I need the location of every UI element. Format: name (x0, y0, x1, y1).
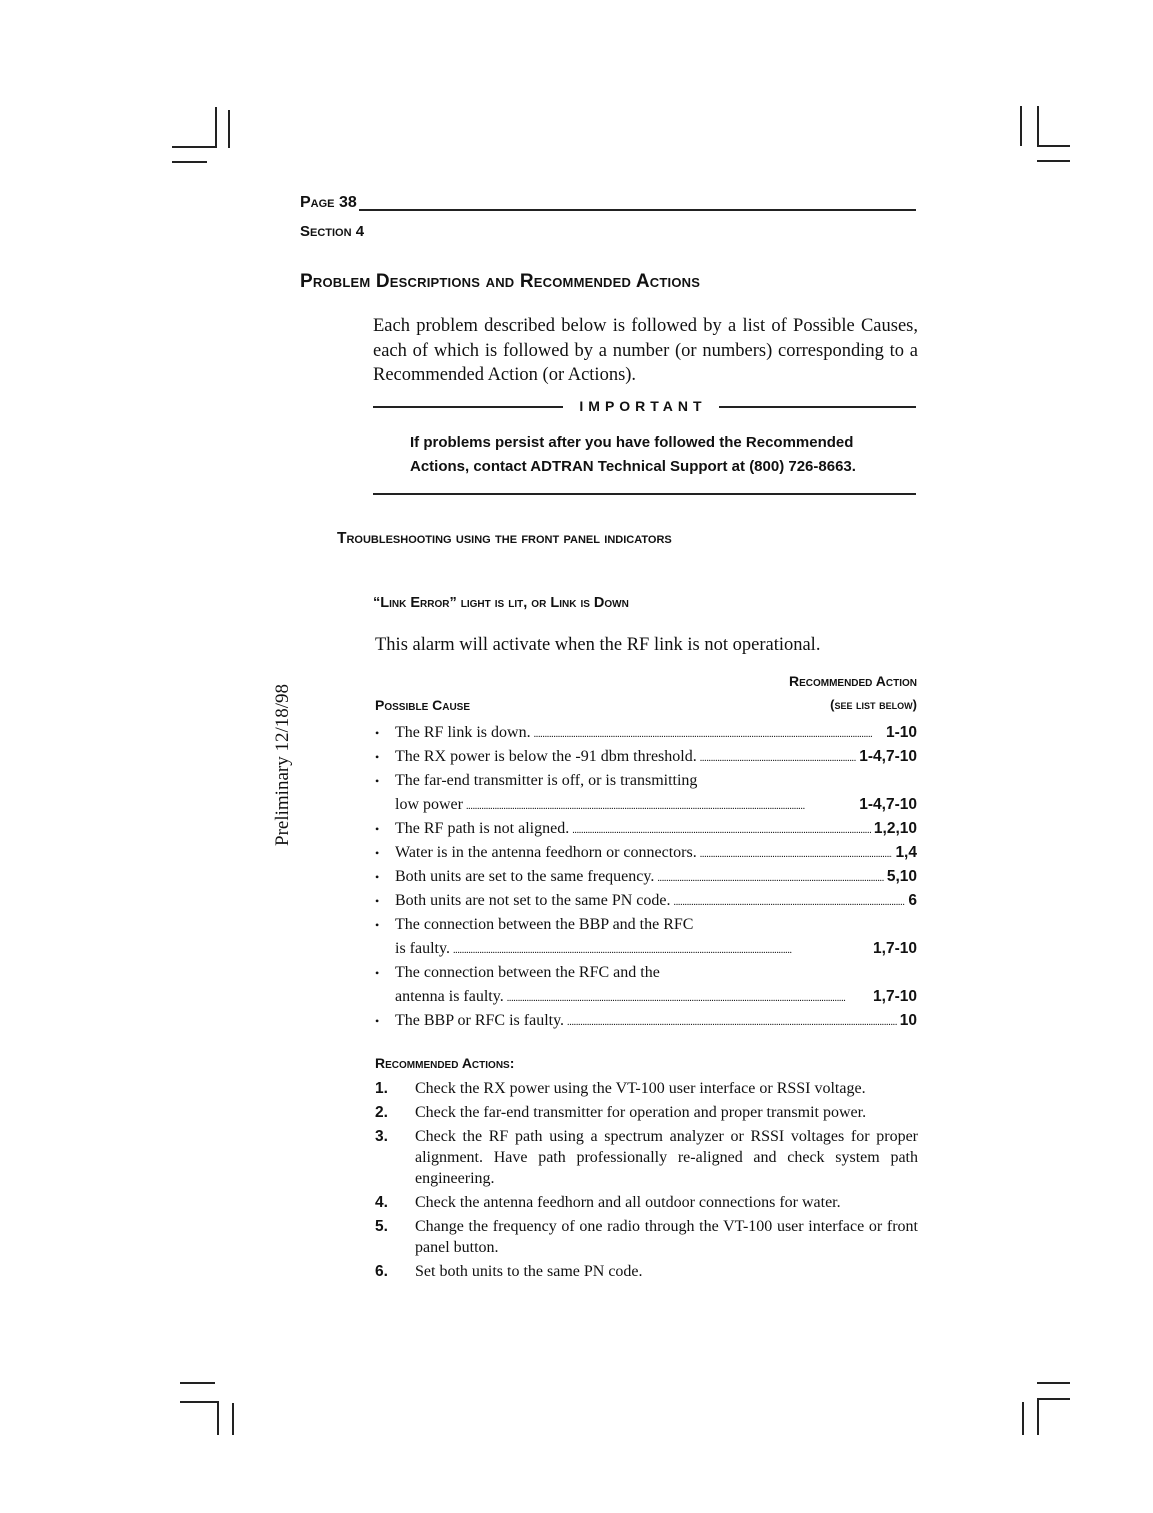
list-item: 5. Change the frequency of one radio through the VT-100 user interface or front panel button. (375, 1218, 918, 1256)
crop-mark (217, 1401, 219, 1435)
action-number: 2. (375, 1104, 388, 1121)
dot-leader (567, 1009, 897, 1035)
bullet-icon: • (375, 846, 380, 860)
bullet-icon: • (375, 750, 380, 764)
crop-mark (172, 146, 217, 148)
list-item: • The RF path is not aligned. . . . 1,2,10 (375, 817, 917, 841)
action-number: 4. (375, 1194, 388, 1211)
important-note: If problems persist after you have followed the Recommended Actions, contact ADTRAN Technical Support at (800) 726-8663. (410, 434, 856, 475)
important-rule-left (373, 406, 563, 408)
dot-leader (700, 841, 893, 867)
list-item: • The connection between the RFC and the (375, 961, 917, 985)
action-ref: 1,2,10 (873, 820, 917, 837)
bullet-icon: • (375, 1014, 380, 1028)
bullet-icon: • (375, 870, 380, 884)
crop-mark (180, 1382, 215, 1384)
crop-mark (232, 1403, 234, 1435)
crop-mark (1037, 1382, 1070, 1384)
action-number: 5. (375, 1218, 388, 1235)
list-item: • Water is in the antenna feedhorn or connectors. . . . 1,4 (375, 841, 917, 865)
list-item: • The BBP or RFC is faulty. . . . 10 (375, 1009, 917, 1033)
list-item-continuation: antenna is faulty. . . . 1,7-10 (375, 985, 917, 1009)
important-rule-bottom (373, 493, 916, 495)
list-item-continuation: is faulty. . . . 1,7-10 (375, 937, 917, 961)
list-item-continuation: low power . . . 1-4,7-10 (375, 793, 917, 817)
section-label: Section 4 (300, 223, 365, 240)
crop-mark (180, 1401, 219, 1403)
preliminary-date-note: Preliminary 12/18/98 (272, 683, 293, 846)
page-number: Page 38 (300, 194, 357, 211)
list-item: • The RX power is below the -91 dbm threshold. . . . 1-4,7-10 (375, 745, 917, 769)
dot-leader (572, 817, 871, 843)
bullet-icon: • (375, 894, 380, 908)
crop-mark (1020, 106, 1022, 146)
crop-mark (1022, 1402, 1024, 1435)
crop-mark (215, 107, 217, 147)
list-item: 6. Set both units to the same PN code. (375, 1263, 643, 1280)
crop-mark (228, 110, 230, 148)
important-rule-right (719, 406, 916, 408)
list-item: 1. Check the RX power using the VT-100 user interface or RSSI voltage. (375, 1080, 866, 1097)
dot-leader (700, 745, 857, 771)
action-ref: 1-10 (885, 724, 917, 741)
crop-mark (1037, 1398, 1070, 1400)
dot-leader (453, 937, 870, 963)
action-ref: 10 (899, 1012, 917, 1029)
header-rule (359, 209, 916, 211)
list-item: • The far-end transmitter is off, or is transmitting (375, 769, 917, 793)
bullet-icon: • (375, 918, 380, 932)
action-ref: 6 (908, 892, 917, 909)
bullet-icon: • (375, 726, 380, 740)
alarm-title: “Link Error” light is lit, or Link is Down (373, 595, 629, 611)
dot-leader (657, 865, 884, 891)
crop-mark (1037, 1398, 1039, 1435)
crop-mark (1037, 160, 1070, 162)
crop-mark (172, 161, 207, 163)
bullet-icon: • (375, 966, 380, 980)
action-number: 6. (375, 1263, 388, 1280)
list-item: • Both units are set to the same frequency. . . . 5,10 (375, 865, 917, 889)
dot-leader (507, 985, 870, 1011)
crop-mark (1037, 106, 1039, 146)
action-number: 1. (375, 1080, 388, 1097)
actions-list (375, 1078, 918, 1285)
list-item: 3. Check the RF path using a spectrum analyzer or RSSI voltages for proper alignment. Have path professionally re-aligned and check system path engineering. (375, 1128, 918, 1187)
dot-leader (466, 793, 856, 819)
recommended-action-header: Recommended Action (788, 673, 917, 689)
dot-leader (534, 721, 883, 747)
action-ref: 5,10 (886, 868, 917, 885)
causes-list (375, 721, 917, 1033)
list-item: 2. Check the far-end transmitter for operation and proper transmit power. (375, 1104, 867, 1121)
see-list-below-header: (see list below) (830, 697, 917, 712)
important-label: IMPORTANT (579, 398, 707, 414)
alarm-description: This alarm will activate when the RF link is not operational. (375, 635, 821, 655)
list-item: 4. Check the antenna feedhorn and all outdoor connections for water. (375, 1194, 841, 1211)
list-item: • Both units are not set to the same PN code. . . . 6 (375, 889, 917, 913)
crop-mark (1037, 145, 1070, 147)
action-ref: 1,7-10 (873, 940, 917, 957)
action-ref: 1-4,7-10 (859, 796, 917, 813)
action-ref: 1,7-10 (873, 988, 917, 1005)
bullet-icon: • (375, 774, 380, 788)
page-title: Problem Descriptions and Recommended Actions (300, 271, 701, 292)
possible-cause-header: Possible Cause (375, 697, 471, 713)
intro-paragraph: Each problem described below is followed by a list of Possible Causes, each of which is followed by a number (or numbers) corresponding to a Recommended Action (or Actions). (373, 316, 918, 385)
list-item: • The RF link is down. . . . 1-10 (375, 721, 917, 745)
action-ref: 1-4,7-10 (859, 748, 917, 765)
recommended-actions-title: Recommended Actions: (375, 1055, 515, 1071)
list-item: • The connection between the BBP and the RFC (375, 913, 917, 937)
action-ref: 1,4 (895, 844, 917, 861)
subsection-title: Troubleshooting using the front panel indicators (337, 530, 672, 547)
dot-leader (674, 889, 906, 915)
bullet-icon: • (375, 822, 380, 836)
action-number: 3. (375, 1128, 388, 1145)
